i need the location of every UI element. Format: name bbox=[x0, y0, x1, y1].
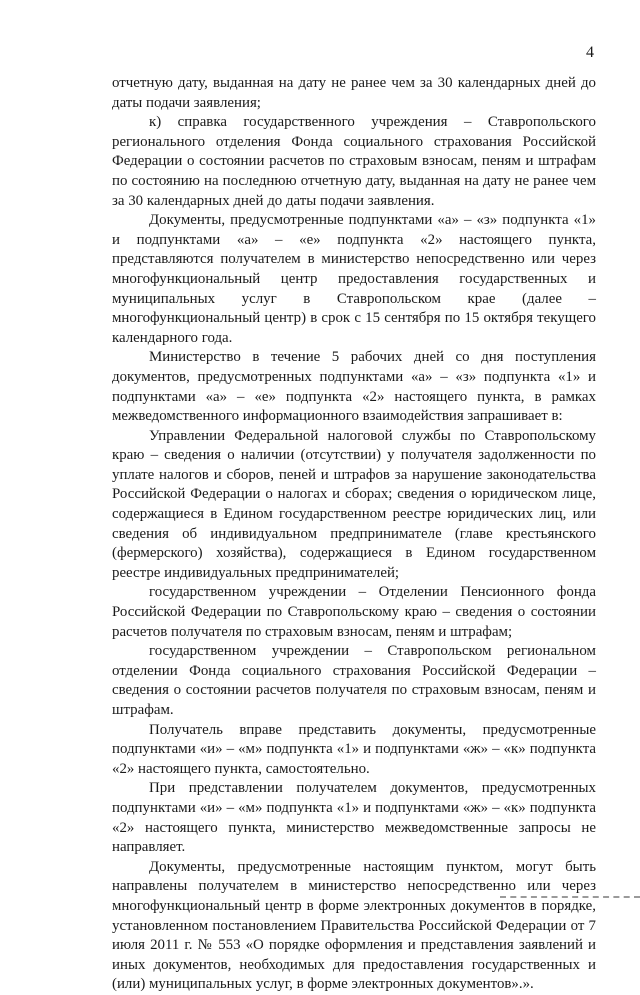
scan-edge-mark bbox=[500, 896, 640, 898]
page-number: 4 bbox=[586, 44, 594, 61]
paragraph-item-k: к) справка государственного учреждения – Ставропольского регионального отделения Фонда социального страхования Российской Федерации о состоянии расчетов по страховым взносам, пеням и штрафам по состоянию на последнюю отчетную дату, выданная на дату не ранее чем за 30 календарных дней до даты подачи заявления. bbox=[112, 114, 596, 209]
paragraph-self-submission: Получатель вправе представить документы, предусмотренные подпунктами «и» – «м» подпункта «1» и подпунктами «ж» – «к» подпункта «2» настоящего пункта, самостоятельно. bbox=[112, 721, 596, 777]
paragraph-continuation: отчетную дату, выданная на дату не ранее чем за 30 календарных дней до даты подачи заявления; bbox=[112, 75, 596, 111]
paragraph-social-insurance-fund: государственном учреждении – Ставропольском региональном отделении Фонда социального страхования Российской Федерации – сведения о состоянии расчетов получателя по страховым взносам, пеням и штрафам. bbox=[112, 643, 596, 718]
paragraph-no-requests: При представлении получателем документов, предусмотренных подпунктами «и» – «м» подпункта «1» и подпунктами «ж» – «к» подпункта «2» настоящего пункта, министерство межведомственные запросы не направляет. bbox=[112, 780, 596, 856]
paragraph-electronic-documents: Документы, предусмотренные настоящим пунктом, могут быть направлены получателем в министерство непосредственно или через многофункциональный центр в форме электронных документов в порядке, установленном постановлением Правительства Российской Федерации от 7 июля 2011 г. № 553 «О порядке оформления и представления заявлений и иных документов, необходимых для предоставления государственных и (или) муниципальных услуг, в форме электронных документов».». bbox=[112, 858, 596, 993]
document-body bbox=[112, 74, 596, 995]
paragraph-tax-service: Управлении Федеральной налоговой службы по Ставропольскому краю – сведения о наличии (отсутствии) у получателя задолженности по уплате налогов и сборов, пеней и штрафов за нарушение законодательства Российской Федерации о налогах и сборах; сведения о юридическом лице, содержащиеся в Едином государственном реестре юридических лиц, или сведения об индивидуальном предпринимателе (главе крестьянского (фермерского) хозяйства), содержащиеся в Едином государственном реестре индивидуальных предпринимателей; bbox=[112, 427, 596, 581]
paragraph-interagency-request: Министерство в течение 5 рабочих дней со дня поступления документов, предусмотренных подпунктами «а» – «з» подпункта «1» и подпунктами «а» – «е» подпункта «2» настоящего пункта, в рамках межведомственного информационного взаимодействия запрашивает в: bbox=[112, 349, 596, 425]
paragraph-submission-terms: Документы, предусмотренные подпунктами «а» – «з» подпункта «1» и подпунктами «а» – «е» подпункта «2» настоящего пункта, представляются получателем в министерство непосредственно или через многофункциональный центр предоставления государственных и муниципальных услуг в Ставропольском крае (далее – многофункциональный центр) в срок с 15 сентября по 15 октября текущего календарного года. bbox=[112, 212, 596, 346]
paragraph-pension-fund: государственном учреждении – Отделении Пенсионного фонда Российской Федерации по Ставропольскому краю – сведения о состоянии расчетов получателя по страховым взносам, пеням и штрафам; bbox=[112, 584, 596, 640]
